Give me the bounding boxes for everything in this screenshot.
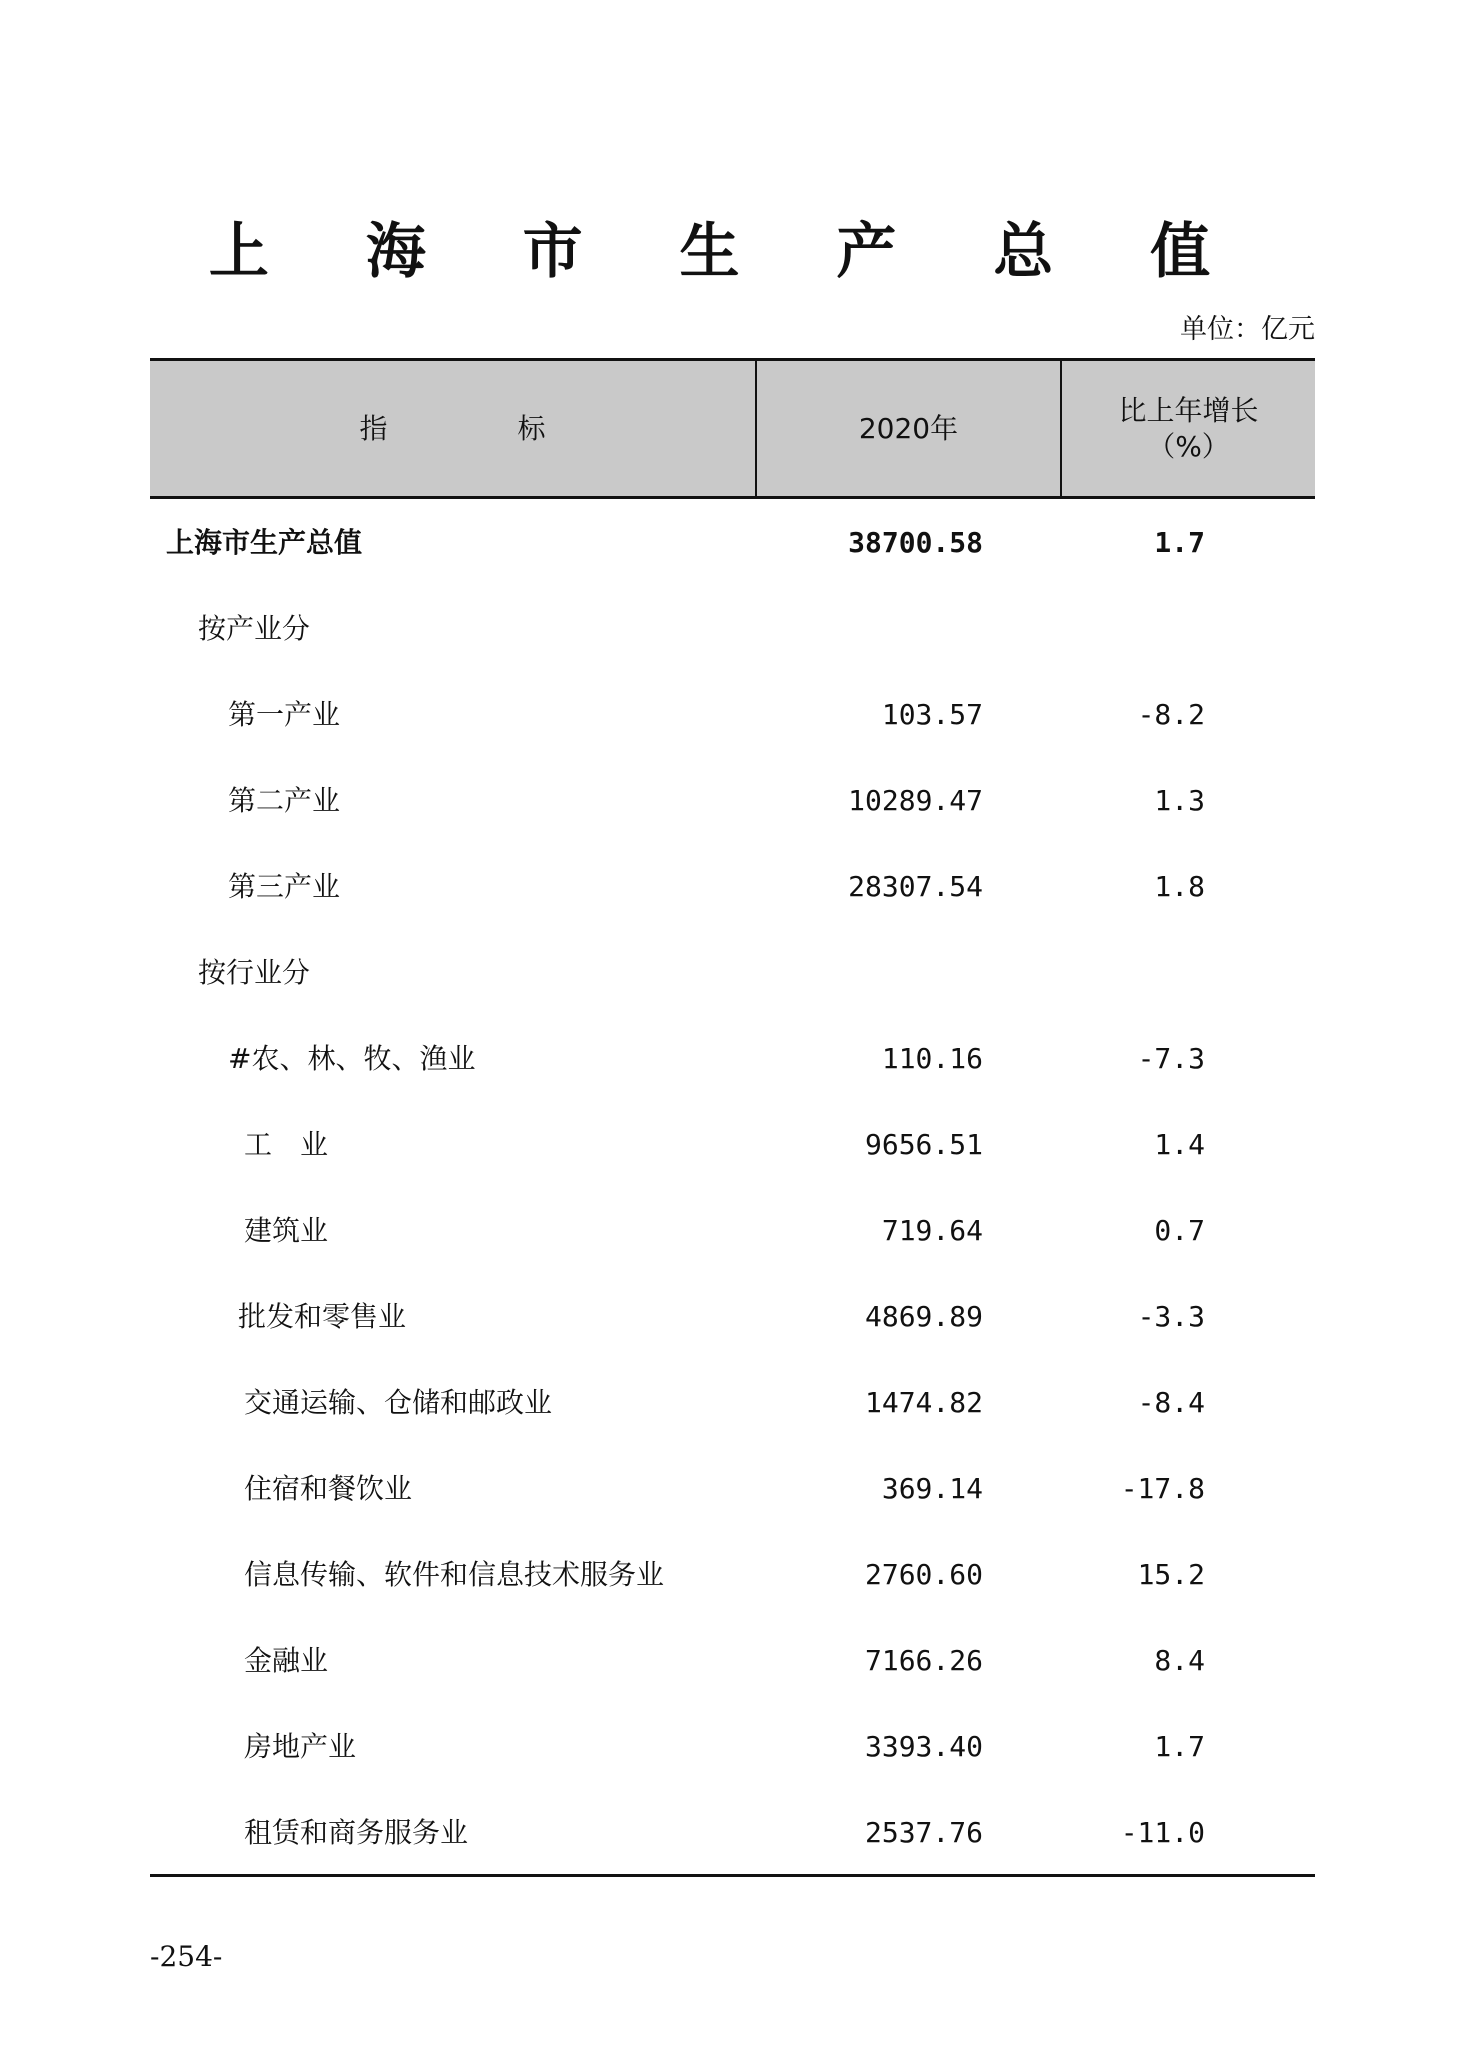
row-growth: -11.0 — [1120, 1816, 1205, 1849]
row-value: 9656.51 — [864, 1128, 983, 1161]
header-growth — [1062, 361, 1315, 496]
row-value: 719.64 — [881, 1214, 983, 1247]
row-growth: 1.8 — [1154, 870, 1205, 903]
row-value: 2537.76 — [864, 1816, 983, 1849]
row-label: 第二产业 — [228, 784, 341, 817]
header-growth-line1: 比上年增长 — [1118, 393, 1259, 427]
row-value: 103.57 — [881, 698, 983, 731]
table-row — [150, 1531, 1315, 1617]
table-row — [150, 1187, 1315, 1273]
header-indicator-char-1: 指 — [359, 411, 388, 445]
row-label: 房地产业 — [244, 1730, 357, 1763]
row-value: 369.14 — [881, 1472, 983, 1505]
table-bottom-rule — [150, 1874, 1315, 1877]
table-body — [150, 499, 1315, 1875]
table-row — [150, 1703, 1315, 1789]
header-growth-line2: （%） — [1147, 429, 1230, 463]
table-row — [150, 1015, 1315, 1101]
row-growth: -8.4 — [1137, 1386, 1205, 1419]
row-label: 工 业 — [244, 1128, 329, 1161]
page-number: -254- — [150, 1940, 223, 1973]
row-value: 3393.40 — [864, 1730, 983, 1763]
row-growth: 1.7 — [1154, 526, 1205, 559]
row-label: 按产业分 — [198, 612, 311, 645]
header-indicator — [150, 361, 757, 496]
table-header — [150, 358, 1315, 499]
row-value: 110.16 — [881, 1042, 983, 1075]
table-row — [150, 499, 1315, 585]
row-growth: 1.4 — [1154, 1128, 1205, 1161]
row-growth: 0.7 — [1154, 1214, 1205, 1247]
table-row — [150, 1273, 1315, 1359]
row-value: 2760.60 — [864, 1558, 983, 1591]
table-row — [150, 1359, 1315, 1445]
row-label: 按行业分 — [198, 956, 311, 989]
row-label: 租赁和商务服务业 — [244, 1816, 469, 1849]
table-row — [150, 1789, 1315, 1875]
row-value: 4869.89 — [864, 1300, 983, 1333]
table-row — [150, 1617, 1315, 1703]
row-label: 建筑业 — [244, 1214, 329, 1247]
row-label: 第一产业 — [228, 698, 341, 731]
row-value: 38700.58 — [848, 526, 983, 559]
table-row — [150, 671, 1315, 757]
row-label: 批发和零售业 — [238, 1300, 407, 1333]
row-label: 金融业 — [244, 1644, 329, 1677]
row-growth: 1.7 — [1154, 1730, 1205, 1763]
gdp-table — [150, 358, 1315, 1875]
row-label: #农、林、牧、渔业 — [228, 1042, 476, 1075]
table-row — [150, 1101, 1315, 1187]
table-row — [150, 1445, 1315, 1531]
row-growth: 15.2 — [1137, 1558, 1205, 1591]
table-row — [150, 843, 1315, 929]
row-label: 第三产业 — [228, 870, 341, 903]
row-growth: -17.8 — [1120, 1472, 1205, 1505]
table-row — [150, 757, 1315, 843]
row-value: 10289.47 — [848, 784, 983, 817]
row-growth: -8.2 — [1137, 698, 1205, 731]
row-growth: -3.3 — [1137, 1300, 1205, 1333]
row-label: 住宿和餐饮业 — [244, 1472, 413, 1505]
row-growth: 8.4 — [1154, 1644, 1205, 1677]
header-indicator-char-2: 标 — [517, 411, 546, 445]
row-label: 上海市生产总值 — [166, 526, 363, 559]
row-label: 交通运输、仓储和邮政业 — [244, 1386, 553, 1419]
header-year: 2020年 — [757, 361, 1062, 496]
row-value: 7166.26 — [864, 1644, 983, 1677]
row-label: 信息传输、软件和信息技术服务业 — [244, 1558, 665, 1591]
row-value: 28307.54 — [848, 870, 983, 903]
table-row — [150, 929, 1315, 1015]
row-growth: 1.3 — [1154, 784, 1205, 817]
unit-label: 单位：亿元 — [1180, 314, 1315, 345]
row-growth: -7.3 — [1137, 1042, 1205, 1075]
row-value: 1474.82 — [864, 1386, 983, 1419]
table-row — [150, 585, 1315, 671]
page-title: 上 海 市 生 产 总 值 — [208, 217, 1249, 287]
